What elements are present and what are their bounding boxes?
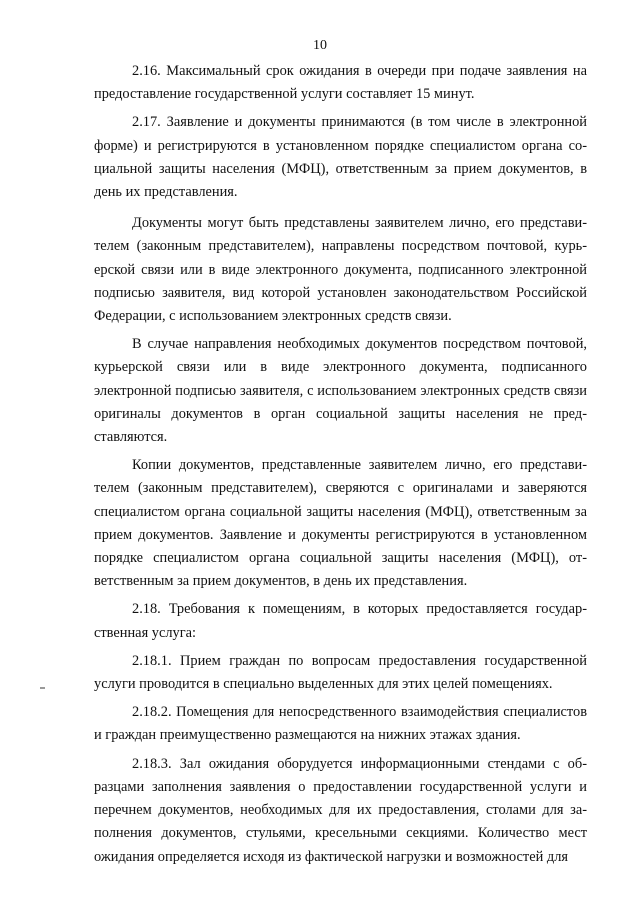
paragraph-document-copies: Копии документов, представленные заявителем лично, его представителем (законным представителем), сверяются с оригиналами и заверяются специалистом органа социальной защиты населения (МФЦ), ответственным за прием документов. Заявление и документы регистрируются в установленном порядке специалистом органа социальной защиты населения (МФЦ), ответственным за прием документов, в день их представления. [94,457,587,590]
paragraph-remote-submission: В случае направления необходимых документов посредством почтовой, курьерской связи или в виде электронного документа, подписанного электронной подписью заявителя, с использованием электронных средств связи оригиналы документов в орган социальной защиты населения не представляются. [94,336,587,446]
page-number: 10 [313,38,327,53]
paragraph-2-18-3: 2.18.3. Зал ожидания оборудуется информационными стендами с образцами заполнения заявления о предоставлении государственной услуги и перечнем документов, необходимых для их предоставления, столами для заполнения документов, стульями, кресельными секциями. Количество мест ожидания определяется исходя из фактической нагрузки и возможностей для [94,755,587,865]
paragraph-2-18-2: 2.18.2. Помещения для непосредственного взаимодействия специалистов и граждан преимущественно размещаются на нижних этажах здания. [94,704,587,744]
paragraph-2-18-1: 2.18.1. Прием граждан по вопросам предоставления государственной услуги проводится в специально выделенных для этих целей помещениях. [94,652,587,693]
paragraph-documents-submission: Документы могут быть представлены заявителем лично, его представителем (законным представителем), направлены посредством почтовой, курьерской связи или в виде электронного документа, подписанного электронной подписью заявителя, вид которой установлен законодательством Российской Федерации, с использованием электронных средств связи. [94,215,587,325]
paragraph-2-17: 2.17. Заявление и документы принимаются (в том числе в электронной форме) и регистрируются в установленном порядке специалистом органа социальной защиты населения (МФЦ), ответственным за прием документов, в день их представления. [94,114,587,201]
margin-mark [40,687,45,689]
paragraph-2-16: 2.16. Максимальный срок ожидания в очереди при подаче заявления на предоставление государственной услуги составляет 15 минут. [94,63,587,103]
paragraph-2-18: 2.18. Требования к помещениям, в которых предоставляется государственная услуга: [94,601,587,641]
document-body [94,60,587,869]
